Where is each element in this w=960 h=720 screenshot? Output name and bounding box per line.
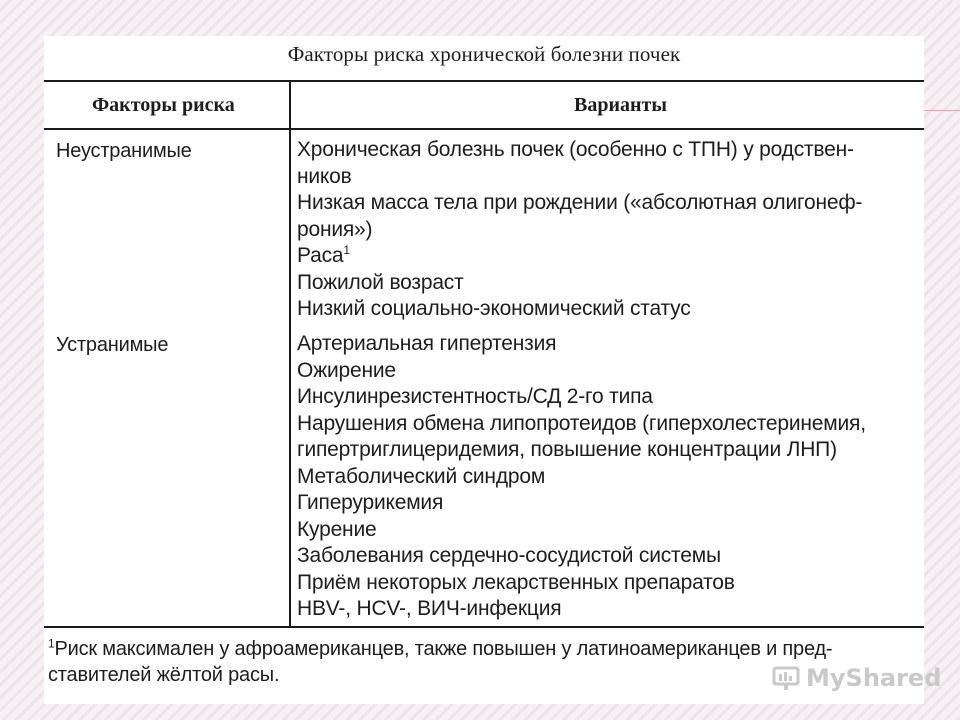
list-item: HBV-, HCV-, ВИЧ-инфекция [297, 597, 562, 620]
footnote-line: ставителей жёлтой расы. [48, 664, 280, 686]
list-item: Инсулинрезистентность/СД 2-го типа [297, 385, 653, 408]
decorative-line [922, 110, 960, 111]
footnote-marker: 1 [48, 636, 55, 651]
table-title: Факторы риска хронической болезни почек [287, 42, 681, 66]
list-item: Приём некоторых лекарственных препаратов [297, 570, 735, 594]
list-item: Низкий социально-экономический статус [297, 297, 691, 320]
watermark-text: MyShared [806, 664, 942, 692]
watermark [772, 661, 941, 695]
list-item: Нарушения обмена липопротеидов (гиперхолестеринемия, [297, 411, 866, 435]
list-item-text: Раса [297, 244, 344, 267]
variants-list [297, 137, 919, 323]
category-label: Устранимые [56, 334, 169, 356]
divider-header [44, 128, 924, 130]
divider-top [44, 80, 924, 82]
list-item: гипертриглицеридемия, повышение концентрации ЛНП) [297, 438, 837, 461]
list-item: рония») [297, 217, 373, 241]
list-item: ников [297, 164, 352, 188]
presentation-icon [772, 664, 800, 692]
list-item-race [297, 243, 919, 270]
footnote-line [48, 636, 918, 662]
divider-bottom [44, 626, 924, 628]
column-header-variants: Варианты [574, 94, 667, 116]
variants-list [297, 331, 919, 623]
category-label: Неустранимые [56, 140, 192, 162]
risk-factors-table [44, 36, 942, 704]
list-item: Гиперурикемия [297, 491, 444, 514]
list-item: Курение [297, 517, 377, 541]
footnote-marker: 1 [343, 243, 350, 257]
list-item: Пожилой возраст [297, 270, 464, 294]
footnote-text: Риск максимален у афроамериканцев, также повышен у латиноамериканцев и пред- [54, 638, 833, 660]
column-divider [289, 80, 291, 628]
list-item: Низкая масса тела при рождении («абсолютная олигонеф- [297, 191, 863, 214]
list-item: Ожирение [297, 358, 396, 382]
list-item: Артериальная гипертензия [297, 332, 557, 355]
list-item: Хроническая болезнь почек (особенно с ТПН) у родствен- [297, 138, 854, 161]
column-header-factors: Факторы риска [92, 94, 235, 116]
list-item: Метаболический синдром [297, 464, 546, 488]
list-item: Заболевания сердечно-сосудистой системы [297, 544, 721, 567]
